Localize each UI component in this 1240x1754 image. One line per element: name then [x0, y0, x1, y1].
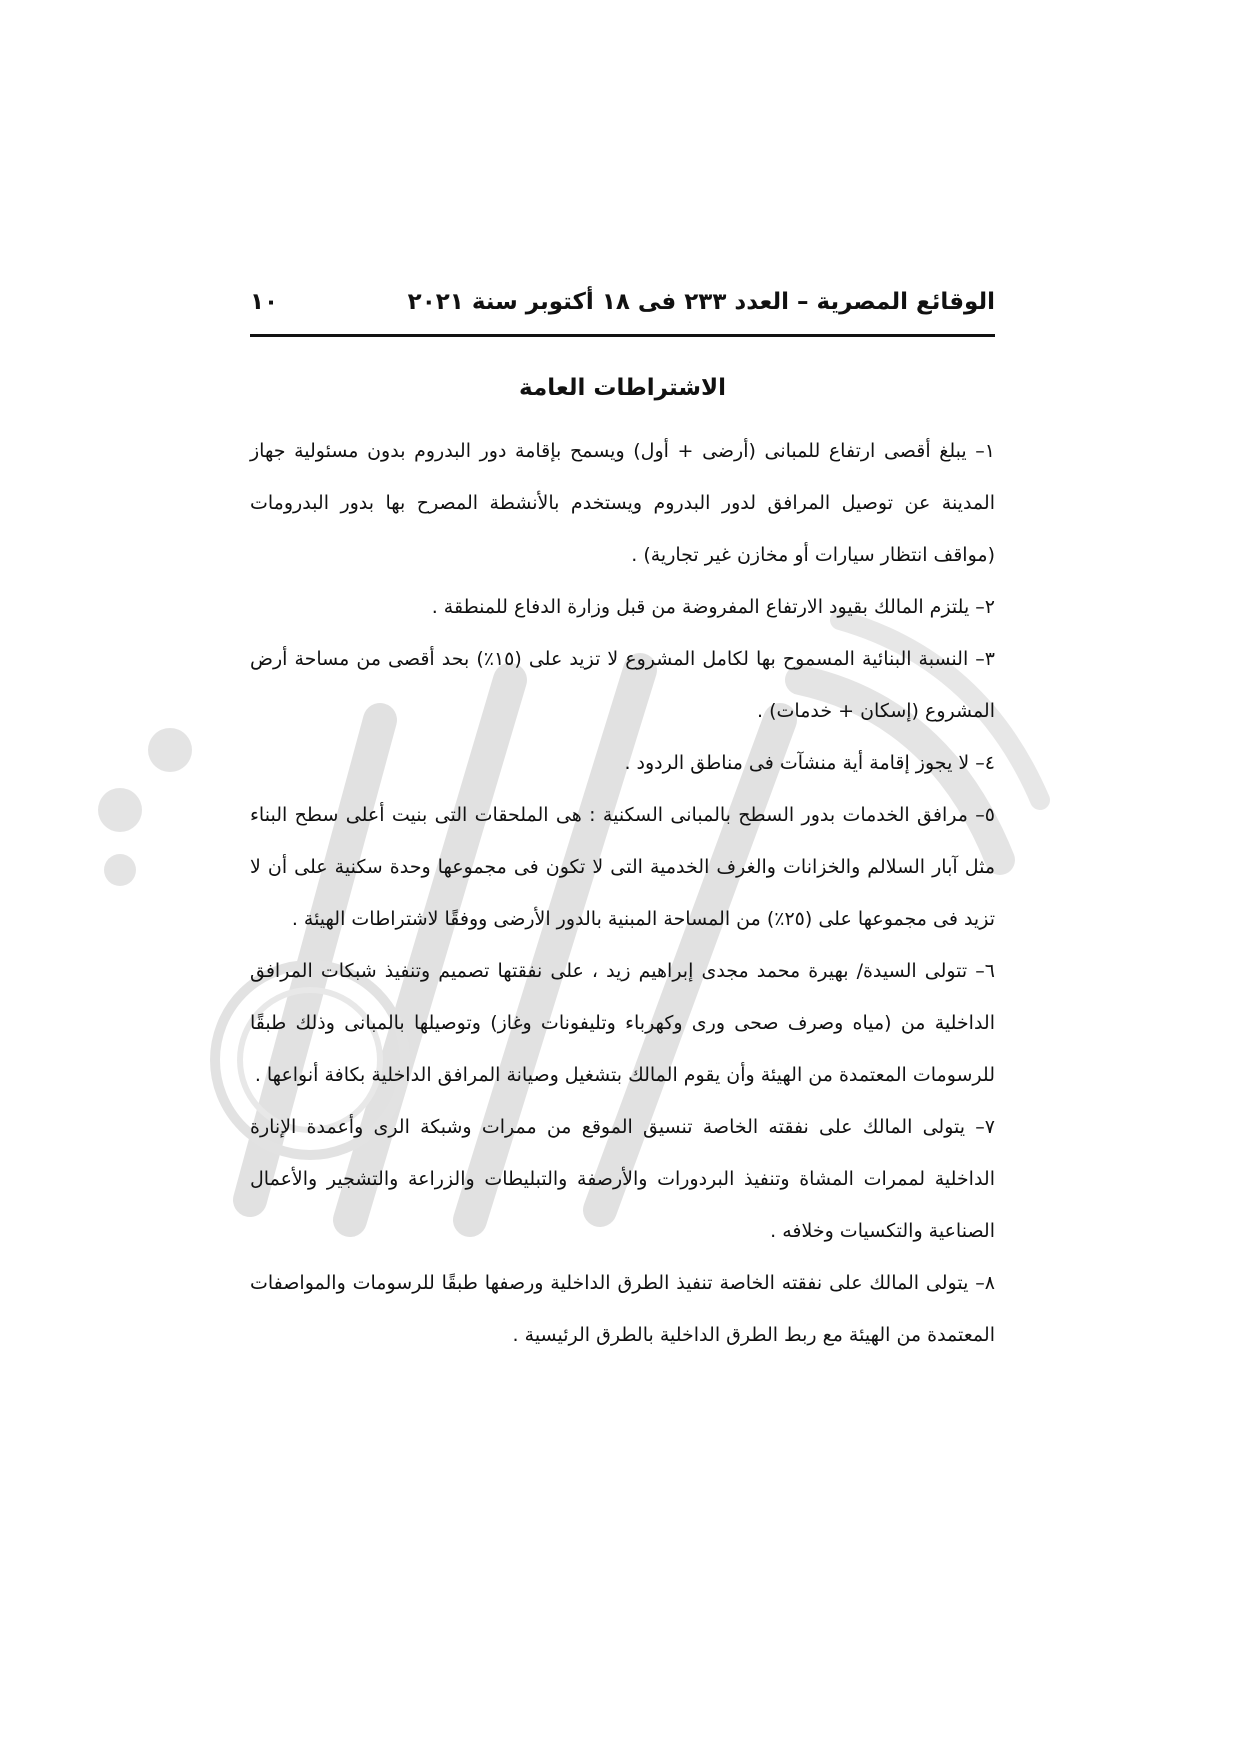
header-title: الوقائع المصرية – العدد ٢٣٣ فى ١٨ أكتوبر سنة ٢٠٢١: [407, 289, 995, 315]
clause-2: ٢– يلتزم المالك بقيود الارتفاع المفروضة من قبل وزارة الدفاع للمنطقة .: [431, 596, 995, 618]
document-body: [250, 425, 995, 1361]
page-header: [250, 282, 995, 322]
clause-3: ٣– النسبة البنائية المسموح بها لكامل المشروع لا تزيد على (١٥٪) بحد أقصى من مساحة أرض المشروع (إسكان + خدمات) .: [250, 648, 995, 722]
clause-1: ١– يبلغ أقصى ارتفاع للمبانى (أرضى + أول) ويسمح بإقامة دور البدروم بدون مسئولية جهاز المدينة عن توصيل المرافق لدور البدروم ويستخدم بالأنشطة المصرح بها بدور البدرومات (مواقف انتظار سيارات أو مخازن غير تجارية) .: [250, 440, 995, 566]
page-number: ١٠: [250, 289, 279, 315]
clause-7: ٧– يتولى المالك على نفقته الخاصة تنسيق الموقع من ممرات وشبكة الرى وأعمدة الإنارة الداخلية لممرات المشاة وتنفيذ البردورات والأرصفة والتبليطات والزراعة والتشجير والأعمال الصناعية والتكسيات وخلافه .: [250, 1116, 995, 1242]
clause-5: ٥– مرافق الخدمات بدور السطح بالمبانى السكنية : هى الملحقات التى بنيت أعلى سطح البناء مثل آبار السلالم والخزانات والغرف الخدمية التى لا تكون فى مجموعها وحدة سكنية على أن لا تزيد فى مجموعها على (٢٥٪) من المساحة المبنية بالدور الأرضى ووفقًا لاشتراطات الهيئة .: [250, 804, 995, 930]
header-divider: [250, 334, 995, 337]
clause-8: ٨– يتولى المالك على نفقته الخاصة تنفيذ الطرق الداخلية ورصفها طبقًا للرسومات والمواصفات المعتمدة من الهيئة مع ربط الطرق الداخلية بالطرق الرئيسية .: [250, 1272, 995, 1346]
clause-6: ٦– تتولى السيدة/ بهيرة محمد مجدى إبراهيم زيد ، على نفقتها تصميم وتنفيذ شبكات المرافق الداخلية من (مياه وصرف صحى ورى وكهرباء وتليفونات وغاز) وتوصيلها بالمبانى وذلك طبقًا للرسومات المعتمدة من الهيئة وأن يقوم المالك بتشغيل وصيانة المرافق الداخلية بكافة أنواعها .: [250, 960, 995, 1086]
clause-4: ٤– لا يجوز إقامة أية منشآت فى مناطق الردود .: [624, 752, 995, 774]
section-title: الاشتراطات العامة: [519, 375, 726, 401]
